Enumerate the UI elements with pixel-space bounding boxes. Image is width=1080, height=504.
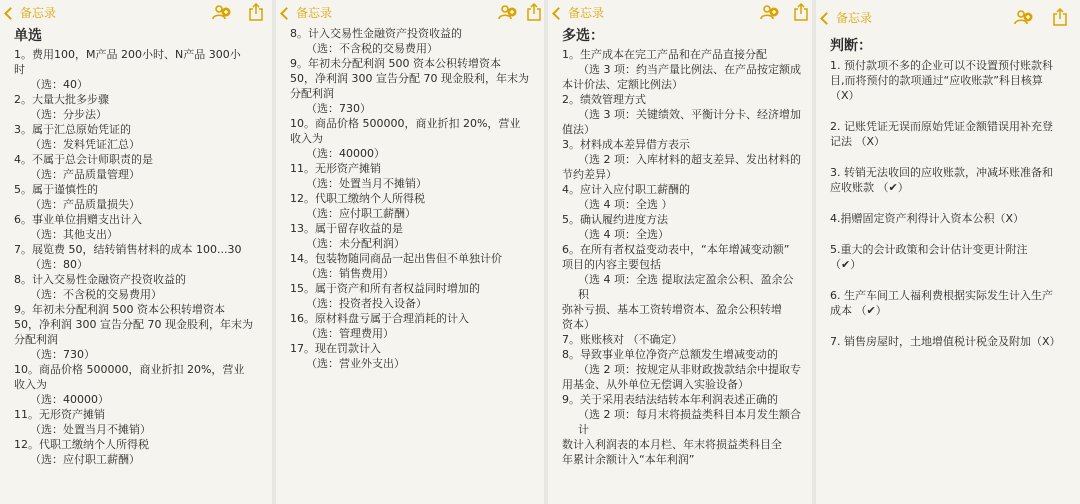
note-line: 9。年初未分配利润 500 资本公积转增资本: [14, 303, 225, 316]
note-line: 值法）: [562, 123, 595, 136]
section-heading: 判断：: [830, 38, 872, 54]
note-line: 16。原材料盘亏属于合理消耗的计入: [290, 312, 469, 325]
judgment-item: [830, 165, 1072, 195]
note-line: （选 2 项：入库材料的超支差异、发出材料的: [578, 153, 801, 166]
note-line: 15。属于资产和所有者权益同时增加的: [290, 282, 480, 295]
note-line: （选：分步法）: [30, 108, 107, 121]
note-line: （选：销售费用）: [306, 267, 394, 280]
note-body: [14, 26, 264, 467]
judgment-line: 应收账款 （✔）: [830, 181, 909, 194]
share-icon[interactable]: [793, 3, 809, 21]
judgment-item: [830, 242, 1072, 272]
judgment-item: [830, 211, 1072, 226]
note-line: （选：管理费用）: [306, 327, 394, 340]
note-body: [830, 36, 1072, 365]
people-share-icon[interactable]: [498, 4, 518, 20]
note-line: 时: [14, 63, 25, 76]
chevron-left-icon: [820, 12, 833, 25]
note-line: （选：投资者投入设备）: [306, 297, 427, 310]
section-heading: 单选: [14, 28, 42, 44]
note-panel-4: [816, 0, 1080, 504]
judgment-line: （X）: [830, 89, 860, 102]
note-line: 4。应计入应付职工薪酬的: [562, 183, 690, 196]
note-line: 收入为: [290, 132, 323, 145]
people-share-icon[interactable]: [1014, 9, 1034, 25]
note-line: （选：40000）: [306, 147, 385, 160]
judgment-line: 3. 转销无法收回的应收账款，冲减坏账准备和: [830, 166, 1053, 179]
judgment-line: 2. 记账凭证无误而原始凭证金额错误用补充登: [830, 120, 1053, 133]
back-label: 备忘录: [568, 6, 605, 20]
note-line: 12。代职工缴纳个人所得税: [290, 192, 425, 205]
note-line: 资本）: [562, 318, 595, 331]
note-line: （选：不含税的交易费用）: [306, 42, 438, 55]
note-line: （选 2 项：每月末将损益类科目本月发生额合计: [578, 408, 801, 436]
back-button[interactable]: [822, 9, 872, 26]
back-label: 备忘录: [296, 6, 333, 20]
note-line: （选 3 项：约当产量比例法、在产品按定额成: [578, 63, 801, 76]
back-label: 备忘录: [836, 11, 873, 25]
note-line: 8。导致事业单位净资产总额发生增减变动的: [562, 348, 778, 361]
note-line: （选：80）: [30, 258, 88, 271]
note-line: 8。计入交易性金融资产投资收益的: [290, 27, 462, 40]
note-line: 项目的内容主要包括: [562, 258, 661, 271]
note-line: （选 4 项：全选 提取法定盈余公积、盈余公积: [578, 273, 794, 301]
back-button[interactable]: [6, 4, 56, 21]
note-line: （选：产品质量管理）: [30, 168, 140, 181]
judgment-item: [830, 58, 1072, 103]
back-label: 备忘录: [20, 6, 57, 20]
note-line: 12。代职工缴纳个人所得税: [14, 438, 149, 451]
judgment-line: 目,而将预付的款项通过“应收账款”科目核算: [830, 74, 1043, 87]
note-line: 7。展览费 50，结转销售材料的成本 100...30: [14, 243, 242, 256]
nav-bar: [548, 0, 812, 26]
note-line: 1。费用100，M产品 200小时、N产品 300小: [14, 48, 241, 61]
note-line: 2。大量大批多步骤: [14, 93, 109, 106]
note-line: 3。材料成本差异借方表示: [562, 138, 690, 151]
people-share-icon[interactable]: [212, 4, 232, 20]
note-line: 10。商品价格 500000，商业折扣 20%，营业: [290, 117, 521, 130]
judgment-line: 7. 销售房屋时，土地增值税计税金及附加（X）: [830, 335, 1061, 348]
note-line: 3。属于汇总原始凭证的: [14, 123, 131, 136]
judgment-line: 5.重大的会计政策和会计估计变更计附注: [830, 243, 1028, 256]
note-line: 5。属于谨慎性的: [14, 183, 98, 196]
note-line: 用基金、从外单位无偿调入实验设备）: [562, 378, 749, 391]
note-line: 10。商品价格 500000，商业折扣 20%，营业: [14, 363, 245, 376]
note-line: （选：40000）: [30, 393, 109, 406]
note-line: 节约差异）: [562, 168, 617, 181]
chevron-left-icon: [552, 7, 565, 20]
note-line: 2。绩效管理方式: [562, 93, 646, 106]
nav-bar: [276, 0, 544, 26]
note-line: 年累计余额计入“本年利润”: [562, 453, 695, 466]
note-line: 50，净利润 300 宣告分配 70 现金股利，年末为: [14, 318, 253, 331]
note-line: （选：产品质量损失）: [30, 198, 140, 211]
note-line: （选：应付职工薪酬）: [306, 207, 416, 220]
judgment-item: [830, 119, 1072, 149]
note-line: 弥补亏损、基本工资转增资本、盈余公积转增: [562, 303, 782, 316]
note-line: （选：营业外支出）: [306, 357, 405, 370]
note-line: 本计价法、定额比例法）: [562, 78, 683, 91]
section-heading: 多选：: [562, 28, 604, 44]
nav-bar: [816, 0, 1080, 26]
note-line: （选：处置当月不摊销）: [30, 423, 151, 436]
note-line: （选：发料凭证汇总）: [30, 138, 140, 151]
judgment-item: [830, 288, 1072, 318]
judgment-line: （✔）: [830, 258, 862, 271]
back-button[interactable]: [282, 4, 332, 21]
judgment-line: 1. 预付款项不多的企业可以不设置预付账款科: [830, 59, 1053, 72]
note-line: （选：不含税的交易费用）: [30, 288, 162, 301]
note-line: （选：处置当月不摊销）: [306, 177, 427, 190]
judgment-line: 6. 生产车间工人福利费根据实际发生计入生产: [830, 289, 1053, 302]
note-line: 收入为: [14, 378, 47, 391]
share-icon[interactable]: [248, 3, 264, 21]
note-body: [290, 26, 536, 371]
judgment-item: [830, 334, 1072, 349]
share-icon[interactable]: [1052, 8, 1068, 26]
judgment-line: 记法 （X）: [830, 135, 886, 148]
nav-bar: [0, 0, 272, 26]
note-line: 7。账账核对 （不确定）: [562, 333, 683, 346]
note-line: （选 4 项：全选）: [578, 228, 669, 241]
note-line: （选：40）: [30, 78, 88, 91]
note-line: （选 4 项：全选 ）: [578, 198, 673, 211]
note-line: （选：其他支出）: [30, 228, 118, 241]
note-line: 11。无形资产摊销: [14, 408, 105, 421]
chevron-left-icon: [4, 7, 17, 20]
note-line: 13。属于留存收益的是: [290, 222, 403, 235]
note-line: 50，净利润 300 宣告分配 70 现金股利，年末为: [290, 72, 529, 85]
note-line: 4。不属于总会计师职责的是: [14, 153, 153, 166]
note-line: （选：730）: [306, 102, 371, 115]
note-panel-3: [548, 0, 812, 504]
note-line: 8。计入交易性金融资产投资收益的: [14, 273, 186, 286]
note-line: 分配利润: [290, 87, 334, 100]
note-body: [562, 26, 804, 467]
note-line: 分配利润: [14, 333, 58, 346]
people-share-icon[interactable]: [760, 4, 780, 20]
note-line: （选 3 项：关键绩效、平衡计分卡、经济增加: [578, 108, 801, 121]
note-panel-1: [0, 0, 272, 504]
note-line: 数计入利润表的本月栏、年末将损益类科目全: [562, 438, 782, 451]
judgment-line: 4.捐赠固定资产利得计入资本公积（X）: [830, 212, 1025, 225]
note-line: 6。事业单位捐赠支出计入: [14, 213, 142, 226]
note-line: （选 2 项：按规定从非财政拨款结余中提取专: [578, 363, 801, 376]
note-line: 17。现在罚款计入: [290, 342, 381, 355]
note-line: （选：应付职工薪酬）: [30, 453, 140, 466]
note-line: 1。生产成本在完工产品和在产品直接分配: [562, 48, 767, 61]
note-line: （选：730）: [30, 348, 95, 361]
note-line: 14。包装物随同商品一起出售但不单独计价: [290, 252, 502, 265]
back-button[interactable]: [554, 4, 604, 21]
judgment-line: 成本 （✔）: [830, 304, 887, 317]
note-line: 11。无形资产摊销: [290, 162, 381, 175]
note-line: 9。年初未分配利润 500 资本公积转增资本: [290, 57, 501, 70]
chevron-left-icon: [280, 7, 293, 20]
note-line: （选：未分配利润）: [306, 237, 405, 250]
share-icon[interactable]: [526, 3, 542, 21]
note-line: 6。在所有者权益变动表中，“本年增减变动额”: [562, 243, 790, 256]
note-panel-2: [276, 0, 544, 504]
note-line: 5。确认履约进度方法: [562, 213, 668, 226]
note-line: 9。关于采用表结法结转本年利润表述正确的: [562, 393, 778, 406]
